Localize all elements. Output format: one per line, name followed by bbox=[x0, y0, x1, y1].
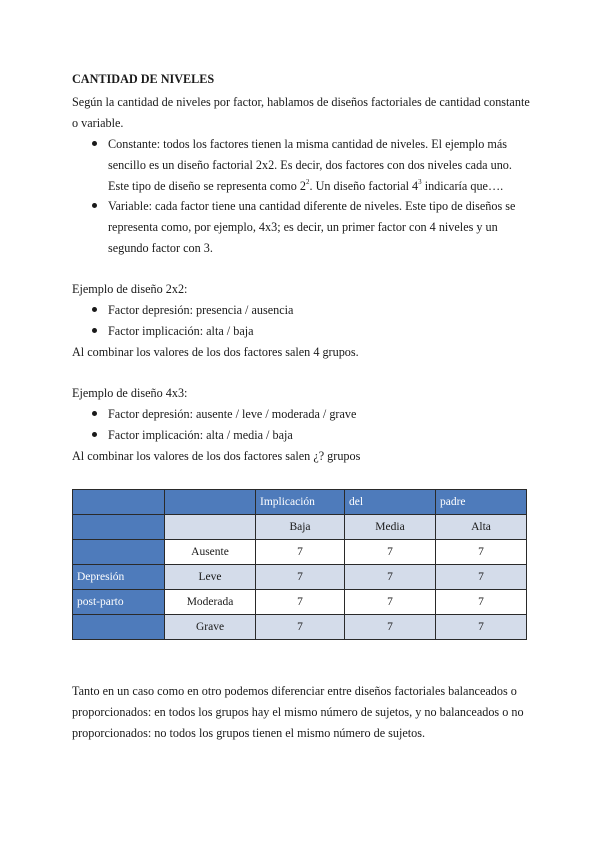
table-cell bbox=[73, 515, 165, 540]
bullet-icon bbox=[92, 411, 97, 416]
table-cell: 7 bbox=[256, 540, 345, 565]
constante-line-2: sencillo es un diseño factorial 2x2. Es decir, dos factores con dos niveles cada uno. bbox=[108, 158, 512, 172]
table-subheader-row bbox=[73, 515, 527, 540]
table-cell: 7 bbox=[345, 540, 436, 565]
table-cell bbox=[165, 490, 256, 515]
table-header-word: del bbox=[345, 490, 436, 515]
example-4x3-title: Ejemplo de diseño 4x3: bbox=[72, 386, 188, 400]
intro-line-1: Según la cantidad de niveles por factor, hablamos de diseños factoriales de cantidad constante bbox=[72, 95, 530, 109]
table-row bbox=[73, 615, 527, 640]
variable-line-3: segundo factor con 3. bbox=[108, 241, 213, 255]
table-row bbox=[73, 540, 527, 565]
variable-line-2: representa como, por ejemplo, 4x3; es decir, un primer factor con 4 niveles y un bbox=[108, 220, 498, 234]
closing-line-2: proporcionados: en todos los grupos hay el mismo número de sujetos, y no balanceados o no bbox=[72, 705, 524, 719]
table-cell: 7 bbox=[256, 615, 345, 640]
table-cell: 7 bbox=[436, 590, 527, 615]
bullet-icon bbox=[92, 432, 97, 437]
section-heading: CANTIDAD DE NIVELES bbox=[72, 72, 215, 86]
table-cell: 7 bbox=[256, 565, 345, 590]
column-header: Media bbox=[345, 515, 436, 540]
bullet-icon bbox=[92, 203, 97, 208]
table-row bbox=[73, 565, 527, 590]
row-label: Grave bbox=[165, 615, 256, 640]
closing-line-3: proporcionados: no todos los grupos tienen el mismo número de sujetos. bbox=[72, 726, 426, 740]
table-cell: 7 bbox=[436, 615, 527, 640]
row-factor-label: Depresión bbox=[73, 565, 165, 590]
table-cell: 7 bbox=[345, 565, 436, 590]
example-2x2-item-1: Factor depresión: presencia / ausencia bbox=[108, 303, 294, 317]
table-header-row bbox=[73, 490, 527, 515]
table-cell: 7 bbox=[256, 590, 345, 615]
constante-line-3: Este tipo de diseño se representa como $2^2$. Un diseño factorial $4^3$ indicaría que…. bbox=[108, 178, 504, 193]
table-cell: 7 bbox=[345, 615, 436, 640]
example-2x2-conclusion: Al combinar los valores de los dos factores salen 4 grupos. bbox=[72, 345, 359, 359]
closing-line-1: Tanto en un caso como en otro podemos diferenciar entre diseños factoriales balanceados o bbox=[72, 684, 517, 698]
example-4x3-item-2: Factor implicación: alta / media / baja bbox=[108, 428, 293, 442]
row-label: Leve bbox=[165, 565, 256, 590]
table-row bbox=[73, 590, 527, 615]
row-factor-label: post-parto bbox=[73, 590, 165, 615]
example-4x3-item-1: Factor depresión: ausente / leve / moderada / grave bbox=[108, 407, 357, 421]
bullet-icon bbox=[92, 307, 97, 312]
table-cell: 7 bbox=[345, 590, 436, 615]
table-cell: 7 bbox=[436, 540, 527, 565]
row-label: Moderada bbox=[165, 590, 256, 615]
row-label: Ausente bbox=[165, 540, 256, 565]
column-header: Baja bbox=[256, 515, 345, 540]
table-header-word: padre bbox=[436, 490, 527, 515]
intro-line-2: o variable. bbox=[72, 116, 124, 130]
table-cell bbox=[73, 540, 165, 565]
example-2x2-item-2: Factor implicación: alta / baja bbox=[108, 324, 254, 338]
column-header: Alta bbox=[436, 515, 527, 540]
table-header-word: Implicación bbox=[256, 490, 345, 515]
constante-line-1: Constante: todos los factores tienen la misma cantidad de niveles. El ejemplo más bbox=[108, 137, 508, 151]
bullet-icon bbox=[92, 328, 97, 333]
table-cell: 7 bbox=[436, 565, 527, 590]
bullet-icon bbox=[92, 141, 97, 146]
variable-line-1: Variable: cada factor tiene una cantidad diferente de niveles. Este tipo de diseños se bbox=[108, 199, 516, 213]
table-cell bbox=[165, 515, 256, 540]
factorial-table bbox=[72, 489, 527, 640]
table-cell bbox=[73, 615, 165, 640]
example-4x3-conclusion: Al combinar los valores de los dos factores salen ¿? grupos bbox=[72, 449, 361, 463]
example-2x2-title: Ejemplo de diseño 2x2: bbox=[72, 282, 188, 296]
table-cell bbox=[73, 490, 165, 515]
